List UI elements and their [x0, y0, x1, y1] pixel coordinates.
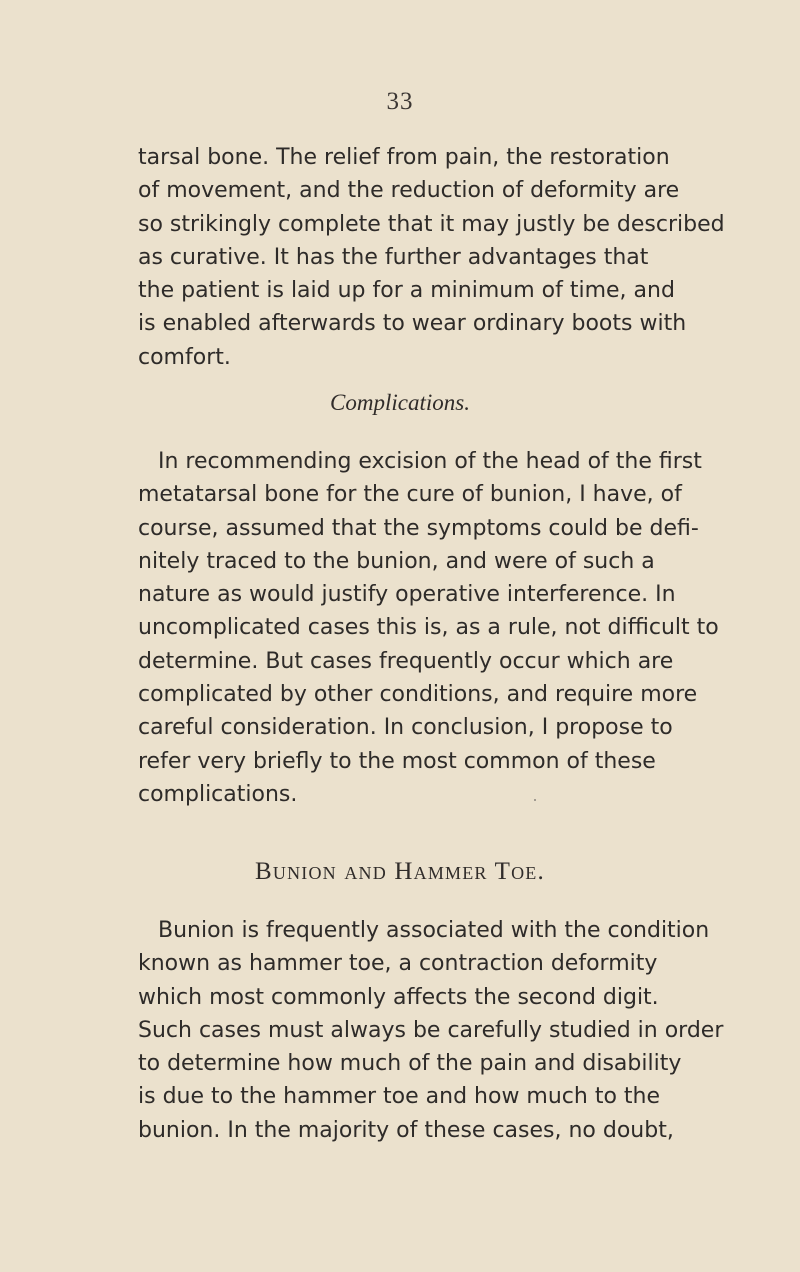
- text-line: In recommending excision of the head of the first: [158, 449, 702, 474]
- text-line: complications.: [138, 781, 298, 807]
- text-line: course, assumed that the symptoms could be defi-: [138, 515, 699, 541]
- text-line: comfort.: [138, 344, 231, 370]
- text-line: is due to the hammer toe and how much to the: [138, 1084, 661, 1110]
- paper-speck: [534, 799, 536, 801]
- text-line: tarsal bone. The relief from pain, the restoration: [138, 145, 670, 170]
- paragraph-3: [138, 914, 724, 1147]
- text-line: as curative. It has the further advantages that: [138, 244, 649, 270]
- text-line: refer very briefly to the most common of these: [138, 748, 656, 774]
- text-line: uncomplicated cases this is, as a rule, not difficult to: [138, 615, 719, 641]
- text-line: complicated by other conditions, and require more: [138, 682, 698, 708]
- text-line: determine. But cases frequently occur which are: [138, 648, 674, 674]
- text-line: is enabled afterwards to wear ordinary boots with: [138, 311, 687, 337]
- text-line: nitely traced to the bunion, and were of such a: [138, 548, 655, 574]
- paragraph-2: [138, 445, 719, 811]
- text-line: bunion. In the majority of these cases, no doubt,: [138, 1117, 674, 1143]
- text-line: which most commonly affects the second digit.: [138, 984, 659, 1010]
- paragraph-1: [138, 141, 725, 374]
- text-line: careful consideration. In conclusion, I propose to: [138, 715, 673, 741]
- section-heading-complications: Complications.: [330, 390, 470, 415]
- section-heading-bunion-hammer-toe: Bunion and Hammer Toe.: [255, 858, 545, 885]
- text-line: metatarsal bone for the cure of bunion, I have, of: [138, 482, 682, 508]
- text-line: known as hammer toe, a contraction deformity: [138, 951, 658, 977]
- text-line: so strikingly complete that it may justly be described: [138, 211, 725, 237]
- text-line: to determine how much of the pain and disability: [138, 1051, 682, 1077]
- text-line: nature as would justify operative interference. In: [138, 582, 676, 608]
- text-line: Bunion is frequently associated with the condition: [158, 918, 710, 943]
- text-line: the patient is laid up for a minimum of time, and: [138, 278, 675, 304]
- page-number: 33: [386, 88, 414, 115]
- text-line: Such cases must always be carefully studied in order: [138, 1017, 724, 1043]
- text-line: of movement, and the reduction of deformity are: [138, 178, 680, 204]
